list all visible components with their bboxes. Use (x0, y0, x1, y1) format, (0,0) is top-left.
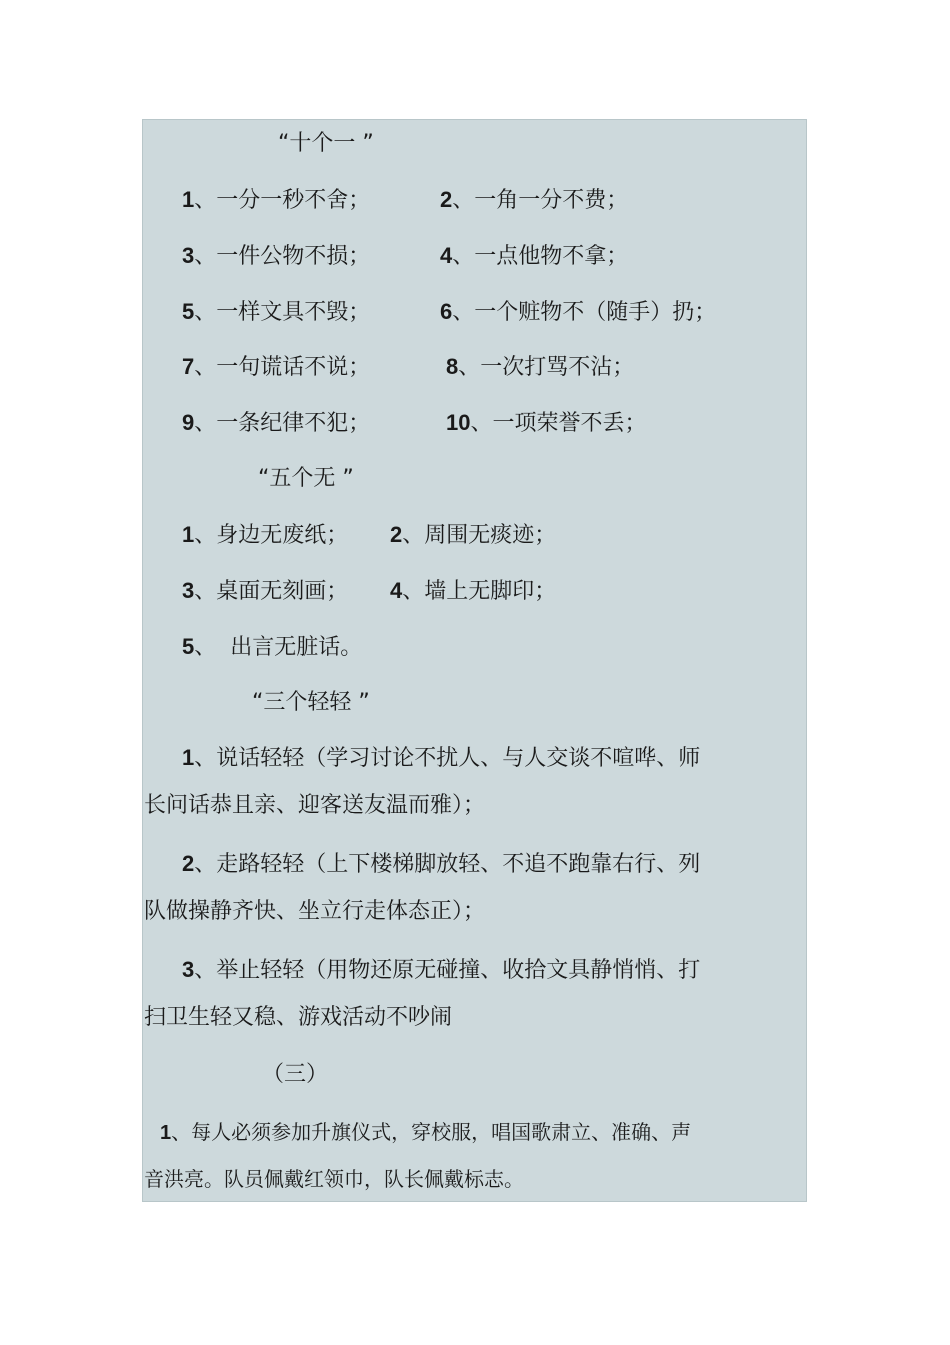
item-number: 2 (440, 187, 453, 212)
item-number: 5 (182, 634, 195, 659)
item-number: 1 (182, 745, 195, 770)
item-number: 8 (446, 354, 459, 379)
list-item (182, 577, 348, 606)
item-text: 、一样文具不毁； (194, 300, 371, 325)
item-number: 6 (440, 299, 453, 324)
item-text: 、一次打骂不沾； (458, 355, 635, 380)
item-number: 1 (182, 187, 195, 212)
item-number: 1 (160, 1122, 172, 1144)
item-number: 4 (440, 243, 453, 268)
item-text: 、 出言无脏话。 (194, 635, 363, 660)
item-number: 4 (390, 578, 403, 603)
item-text: 、一件公物不损； (194, 244, 371, 269)
list-item (182, 521, 348, 550)
item-text: 、一项荣誉不丢； (470, 411, 647, 436)
list-item (182, 409, 370, 438)
list-item (182, 298, 370, 327)
list-item (446, 409, 647, 438)
item-number: 3 (182, 578, 195, 603)
section2-title: “五个无 ” (258, 466, 354, 491)
paragraph-line (182, 850, 700, 879)
item-number: 1 (182, 522, 195, 547)
paragraph-line (160, 1118, 691, 1147)
item-number: 2 (182, 851, 195, 876)
section4-title: （三） (262, 1062, 329, 1087)
paragraph-line: 扫卫生轻又稳、游戏活动不吵闹 (144, 1005, 453, 1030)
item-text: 、一点他物不拿； (452, 244, 629, 269)
paragraph-line: 长问话恭且亲、迎客送友温而雅）； (144, 793, 486, 818)
item-number: 9 (182, 410, 195, 435)
item-number: 5 (182, 299, 195, 324)
section1-title: “十个一 ” (278, 131, 374, 156)
list-item (182, 353, 370, 382)
item-text: 、一角一分不费； (452, 188, 629, 213)
item-text: 、举止轻轻（用物还原无碰撞、收拾文具静悄悄、打 (194, 958, 701, 983)
list-item (182, 242, 370, 271)
item-number: 3 (182, 957, 195, 982)
list-item (390, 577, 556, 606)
item-number: 2 (390, 522, 403, 547)
item-text: 、一句谎话不说； (194, 355, 371, 380)
item-text: 、身边无废纸； (194, 523, 349, 548)
paragraph-line: 队做操静齐快、坐立行走体态正）； (144, 899, 486, 924)
item-text: 、一条纪律不犯； (194, 411, 371, 436)
item-text: 、走路轻轻（上下楼梯脚放轻、不追不跑靠右行、列 (194, 852, 701, 877)
list-item (440, 186, 628, 215)
item-number: 7 (182, 354, 195, 379)
item-text: 、一分一秒不舍； (194, 188, 371, 213)
paragraph-line (182, 744, 700, 773)
item-text: 、每人必须参加升旗仪式，穿校服，唱国歌肃立、准确、声 (171, 1120, 692, 1144)
item-text: 、桌面无刻画； (194, 579, 349, 604)
list-item (440, 298, 716, 327)
item-text: 、墙上无脚印； (402, 579, 557, 604)
item-number: 3 (182, 243, 195, 268)
list-item (390, 521, 556, 550)
list-item (440, 242, 628, 271)
list-item (182, 186, 370, 215)
item-text: 、一个赃物不（随手）扔； (452, 300, 717, 325)
list-item (182, 633, 362, 662)
paragraph-line: 音洪亮。队员佩戴红领巾，队长佩戴标志。 (144, 1167, 524, 1191)
item-number: 10 (446, 410, 471, 435)
item-text: 、周围无痰迹； (402, 523, 557, 548)
item-text: 、说话轻轻（学习讨论不扰人、与人交谈不喧哗、师 (194, 746, 701, 771)
paragraph-line (182, 956, 700, 985)
section3-title: “三个轻轻 ” (252, 690, 370, 715)
list-item (446, 353, 634, 382)
